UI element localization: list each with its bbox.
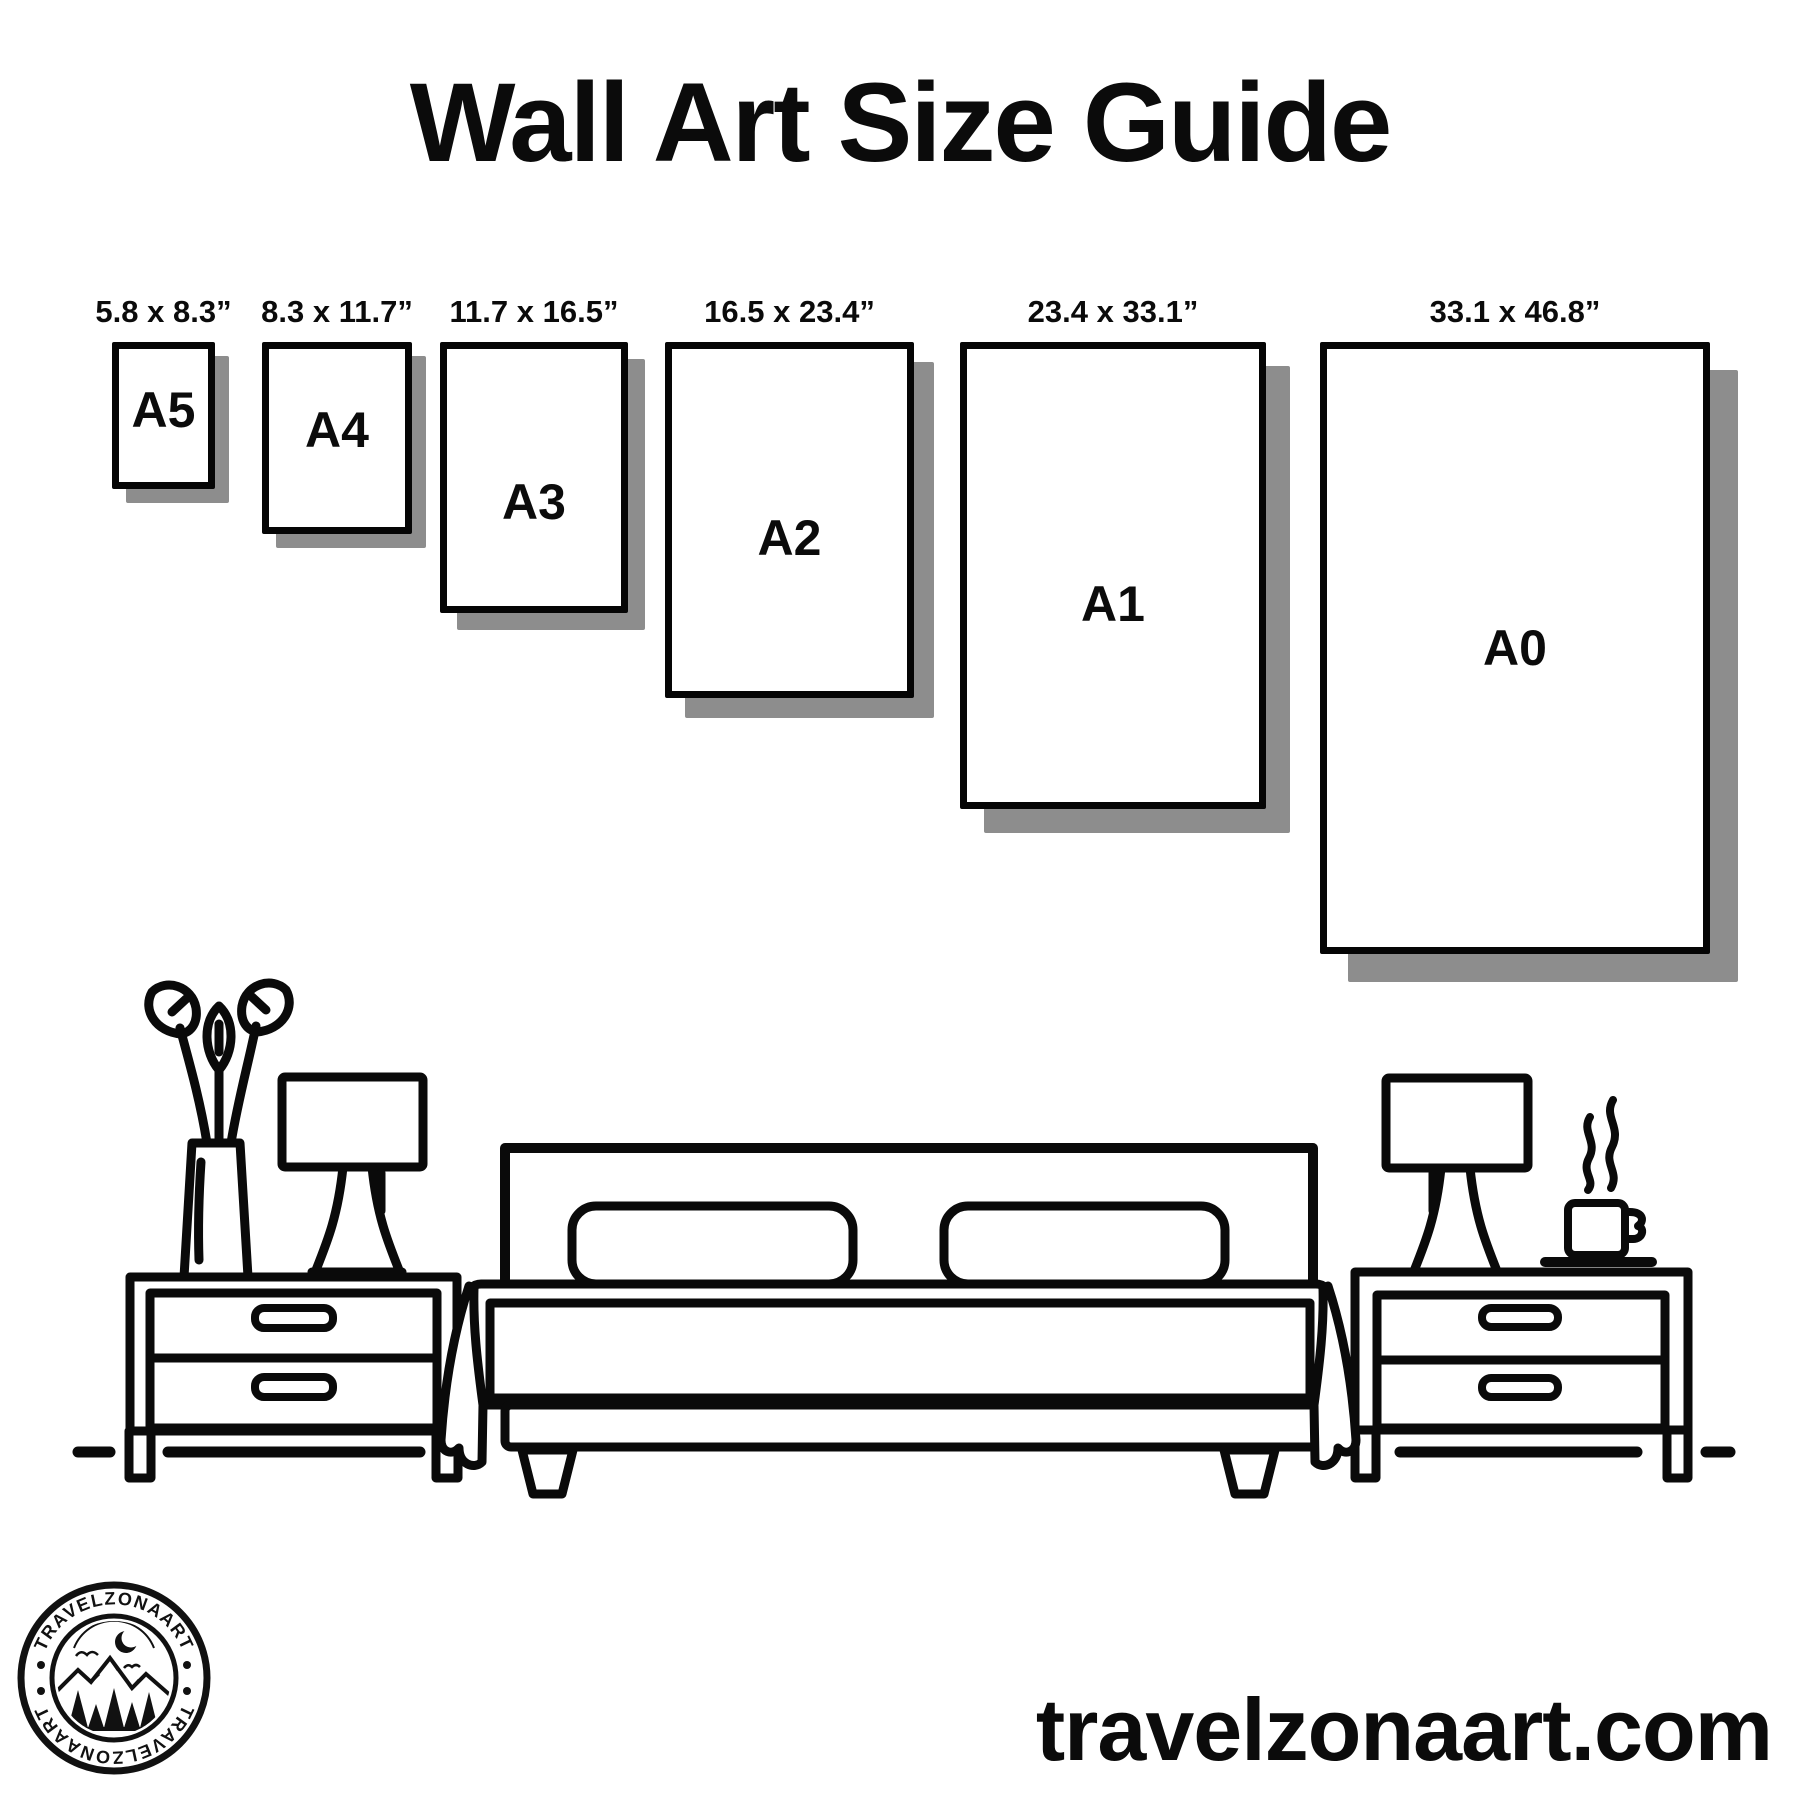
frame-a5 xyxy=(95,294,232,489)
bird-icon xyxy=(76,1652,98,1656)
frame-label-a1: A1 xyxy=(1081,575,1145,632)
frame-label-a2: A2 xyxy=(757,510,822,566)
website-url: travelzonaart.com xyxy=(1035,1680,1772,1779)
frame-a3 xyxy=(440,294,628,613)
table-lamp-left-icon xyxy=(282,1077,423,1272)
frame-label-a3: A3 xyxy=(502,473,566,530)
poster-frame-a2 xyxy=(665,342,914,698)
bed-sheet-drape-right xyxy=(1314,1286,1356,1466)
poster-frame-a5 xyxy=(112,342,215,489)
bird-icon xyxy=(124,1665,140,1668)
logo-brand-arc-top: TRAVELZONAART xyxy=(30,1588,198,1654)
frame-label-a5: A5 xyxy=(131,381,196,438)
size-label-a0: 33.1 x 46.8” xyxy=(1429,294,1601,329)
svg-text:TRAVELZONAART xyxy=(30,1588,198,1653)
poster-frame-a1 xyxy=(960,342,1266,809)
frame-a2 xyxy=(665,294,914,698)
coffee-cup-icon xyxy=(1545,1100,1652,1262)
frame-a1 xyxy=(960,294,1266,809)
frame-label-a4: A4 xyxy=(305,402,369,458)
bedroom-illustration xyxy=(0,970,1800,1530)
travelzonaart-badge-logo xyxy=(6,1558,226,1800)
frame-label-a0: A0 xyxy=(1483,620,1547,676)
potted-plant-icon xyxy=(149,983,290,1277)
poster-frame-a4 xyxy=(262,342,412,534)
size-label-a2: 16.5 x 23.4” xyxy=(704,294,875,329)
frame-a0 xyxy=(1320,294,1710,954)
double-bed-icon xyxy=(441,1148,1356,1494)
page-title: Wall Art Size Guide xyxy=(409,60,1391,185)
logo-brand-arc-bottom: TRAVELZONAART xyxy=(30,1702,198,1768)
size-label-a4: 8.3 x 11.7” xyxy=(261,294,413,329)
poster-frame-a3 xyxy=(440,342,628,613)
pine-trees-icon xyxy=(50,1688,158,1728)
table-lamp-right-icon xyxy=(1386,1078,1528,1273)
poster-frame-a0 xyxy=(1320,342,1710,954)
frame-a4 xyxy=(261,294,413,534)
size-label-a1: 23.4 x 33.1” xyxy=(1027,294,1199,329)
size-label-a3: 11.7 x 16.5” xyxy=(449,294,619,329)
size-label-a5: 5.8 x 8.3” xyxy=(95,294,232,329)
